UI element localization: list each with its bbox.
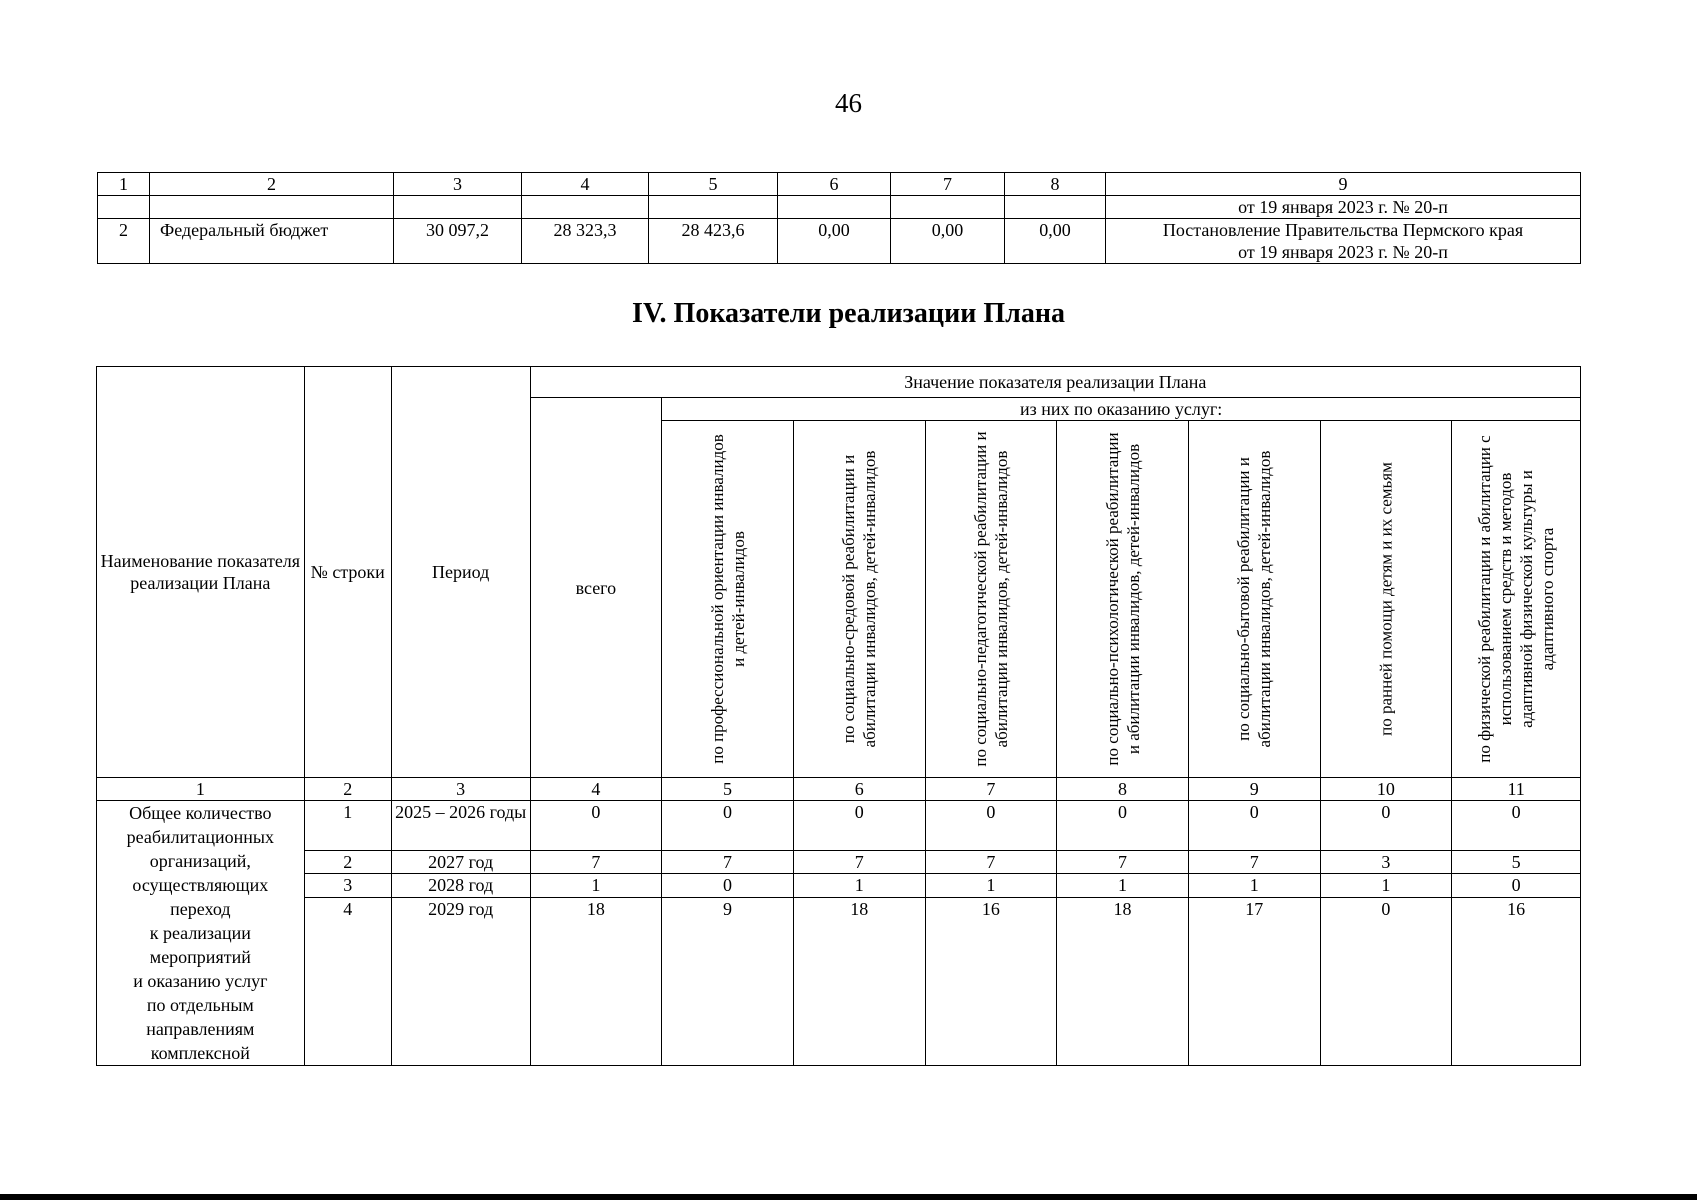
- value-cell: 3: [1320, 850, 1452, 873]
- value-cell: 7: [925, 850, 1057, 873]
- header-service-label: по социально-психологической реабилитации и абилитации инвалидов, детей-инвалидов: [1102, 432, 1143, 766]
- header-service-column: [1188, 421, 1320, 778]
- column-number: 10: [1320, 778, 1452, 801]
- column-number: 8: [1005, 173, 1106, 196]
- header-service-label: по социально-педагогической реабилитации и абилитации инвалидов, детей-инвалидов: [970, 431, 1011, 767]
- header-service-column: [1452, 421, 1581, 778]
- indicator-name-line: реабилитационных: [126, 827, 274, 847]
- row-number: 2: [304, 850, 391, 873]
- value-cell: 0: [662, 801, 794, 851]
- column-number: 7: [891, 173, 1005, 196]
- document-reference: [1106, 219, 1581, 264]
- header-service-label: по социально-бытовой реабилитации и абилитации инвалидов, детей-инвалидов: [1234, 450, 1275, 748]
- value-cell: 7: [793, 850, 925, 873]
- header-service-column: [1057, 421, 1189, 778]
- value-cell: 16: [925, 897, 1057, 1065]
- scan-bottom-edge: [0, 1194, 1697, 1200]
- indicator-row: [97, 874, 1581, 897]
- period: 2028 год: [391, 874, 530, 897]
- value-cell: 18: [793, 897, 925, 1065]
- header-service-label: по профессиональной ориентации инвалидов и детей-инвалидов: [707, 434, 748, 764]
- indicator-name-line: направлениям: [146, 1019, 255, 1039]
- column-number: 7: [925, 778, 1057, 801]
- budget-value: 0,00: [778, 219, 891, 264]
- header-service-label: по социально-средовой реабилитации и абилитации инвалидов, детей-инвалидов: [839, 450, 880, 748]
- row-number: 1: [304, 801, 391, 851]
- value-cell: 0: [1057, 801, 1189, 851]
- row-number: 3: [304, 874, 391, 897]
- budget-column-numbers-row: [98, 173, 1581, 196]
- column-number: 6: [793, 778, 925, 801]
- indicator-name-line: к реализации: [149, 923, 251, 943]
- budget-value: 30 097,2: [394, 219, 522, 264]
- value-cell: 1: [793, 874, 925, 897]
- value-cell: 7: [530, 850, 662, 873]
- column-number: 5: [649, 173, 778, 196]
- value-cell: 1: [925, 874, 1057, 897]
- value-cell: 0: [1320, 801, 1452, 851]
- header-row-number: № строки: [304, 367, 391, 778]
- indicator-name-line: и оказанию услуг: [133, 971, 268, 991]
- document-reference-line: Постановление Правительства Пермского края: [1162, 220, 1524, 240]
- column-numbers-row: [97, 778, 1581, 801]
- header-service-label: по физической реабилитации и абилитации с использованием средств и методов адаптивной физической культуры и адаптивного спорта: [1475, 435, 1558, 763]
- budget-continuation-row: [98, 196, 1581, 219]
- value-cell: 0: [925, 801, 1057, 851]
- value-cell: 0: [1452, 874, 1581, 897]
- column-number: 4: [522, 173, 649, 196]
- header-service-column: [1320, 421, 1452, 778]
- period: 2027 год: [391, 850, 530, 873]
- column-number: 5: [662, 778, 794, 801]
- indicator-row: [97, 801, 1581, 851]
- column-number: 2: [304, 778, 391, 801]
- indicator-name: [97, 801, 305, 1066]
- column-number: 4: [530, 778, 662, 801]
- column-number: 1: [97, 778, 305, 801]
- value-cell: 17: [1188, 897, 1320, 1065]
- document-reference: от 19 января 2023 г. № 20-п: [1106, 196, 1581, 219]
- column-number: 9: [1188, 778, 1320, 801]
- value-cell: 7: [1188, 850, 1320, 873]
- header-period: Период: [391, 367, 530, 778]
- value-cell: 18: [530, 897, 662, 1065]
- column-number: 9: [1106, 173, 1581, 196]
- value-cell: 7: [1057, 850, 1189, 873]
- budget-value: 0,00: [1005, 219, 1106, 264]
- value-cell: 7: [662, 850, 794, 873]
- value-cell: 1: [1057, 874, 1189, 897]
- section-title: IV. Показатели реализации Плана: [632, 298, 1065, 329]
- value-cell: 0: [530, 801, 662, 851]
- column-number: 6: [778, 173, 891, 196]
- value-cell: 5: [1452, 850, 1581, 873]
- indicator-name-line: по отдельным: [146, 995, 254, 1015]
- indicator-name-line: комплексной: [150, 1043, 250, 1063]
- indicator-name-line: осуществляющих: [132, 875, 269, 895]
- header-services-group: из них по оказанию услуг:: [662, 398, 1581, 421]
- header-value-group: Значение показателя реализации Плана: [530, 367, 1580, 398]
- budget-value: 28 323,3: [522, 219, 649, 264]
- column-number: 8: [1057, 778, 1189, 801]
- value-cell: 18: [1057, 897, 1189, 1065]
- value-cell: 16: [1452, 897, 1581, 1065]
- value-cell: 9: [662, 897, 794, 1065]
- document-reference-line: от 19 января 2023 г. № 20-п: [1238, 242, 1448, 262]
- column-number: 2: [150, 173, 394, 196]
- value-cell: 0: [1452, 801, 1581, 851]
- value-cell: 0: [793, 801, 925, 851]
- indicators-table: [96, 366, 1581, 1066]
- budget-source: Федеральный бюджет: [150, 219, 394, 264]
- header-total: всего: [530, 398, 662, 778]
- indicator-row: [97, 897, 1581, 1065]
- indicator-name-line: мероприятий: [149, 947, 251, 967]
- value-cell: 1: [1320, 874, 1452, 897]
- header-indicator-name: Наименование показателя реализации Плана: [97, 367, 305, 778]
- value-cell: 0: [1320, 897, 1452, 1065]
- header-service-column: [793, 421, 925, 778]
- budget-value: 28 423,6: [649, 219, 778, 264]
- value-cell: 0: [1188, 801, 1320, 851]
- row-number: 2: [98, 219, 150, 264]
- period: 2029 год: [391, 897, 530, 1065]
- header-service-label: по ранней помощи детям и их семьям: [1376, 462, 1396, 736]
- indicator-name-line: переход: [170, 899, 231, 919]
- row-number: 4: [304, 897, 391, 1065]
- value-cell: 0: [662, 874, 794, 897]
- header-service-column: [662, 421, 794, 778]
- budget-row: [98, 219, 1581, 264]
- column-number: 1: [98, 173, 150, 196]
- budget-value: 0,00: [891, 219, 1005, 264]
- header-row-1: [97, 367, 1581, 398]
- indicator-row: [97, 850, 1581, 873]
- budget-table: [97, 172, 1581, 264]
- page-number: 46: [835, 88, 862, 118]
- column-number: 3: [394, 173, 522, 196]
- column-number: 11: [1452, 778, 1581, 801]
- indicator-name-line: Общее количество: [129, 803, 272, 823]
- column-number: 3: [391, 778, 530, 801]
- period: 2025 – 2026 годы: [391, 801, 530, 851]
- indicator-name-line: организаций,: [149, 851, 251, 871]
- value-cell: 1: [530, 874, 662, 897]
- value-cell: 1: [1188, 874, 1320, 897]
- header-service-column: [925, 421, 1057, 778]
